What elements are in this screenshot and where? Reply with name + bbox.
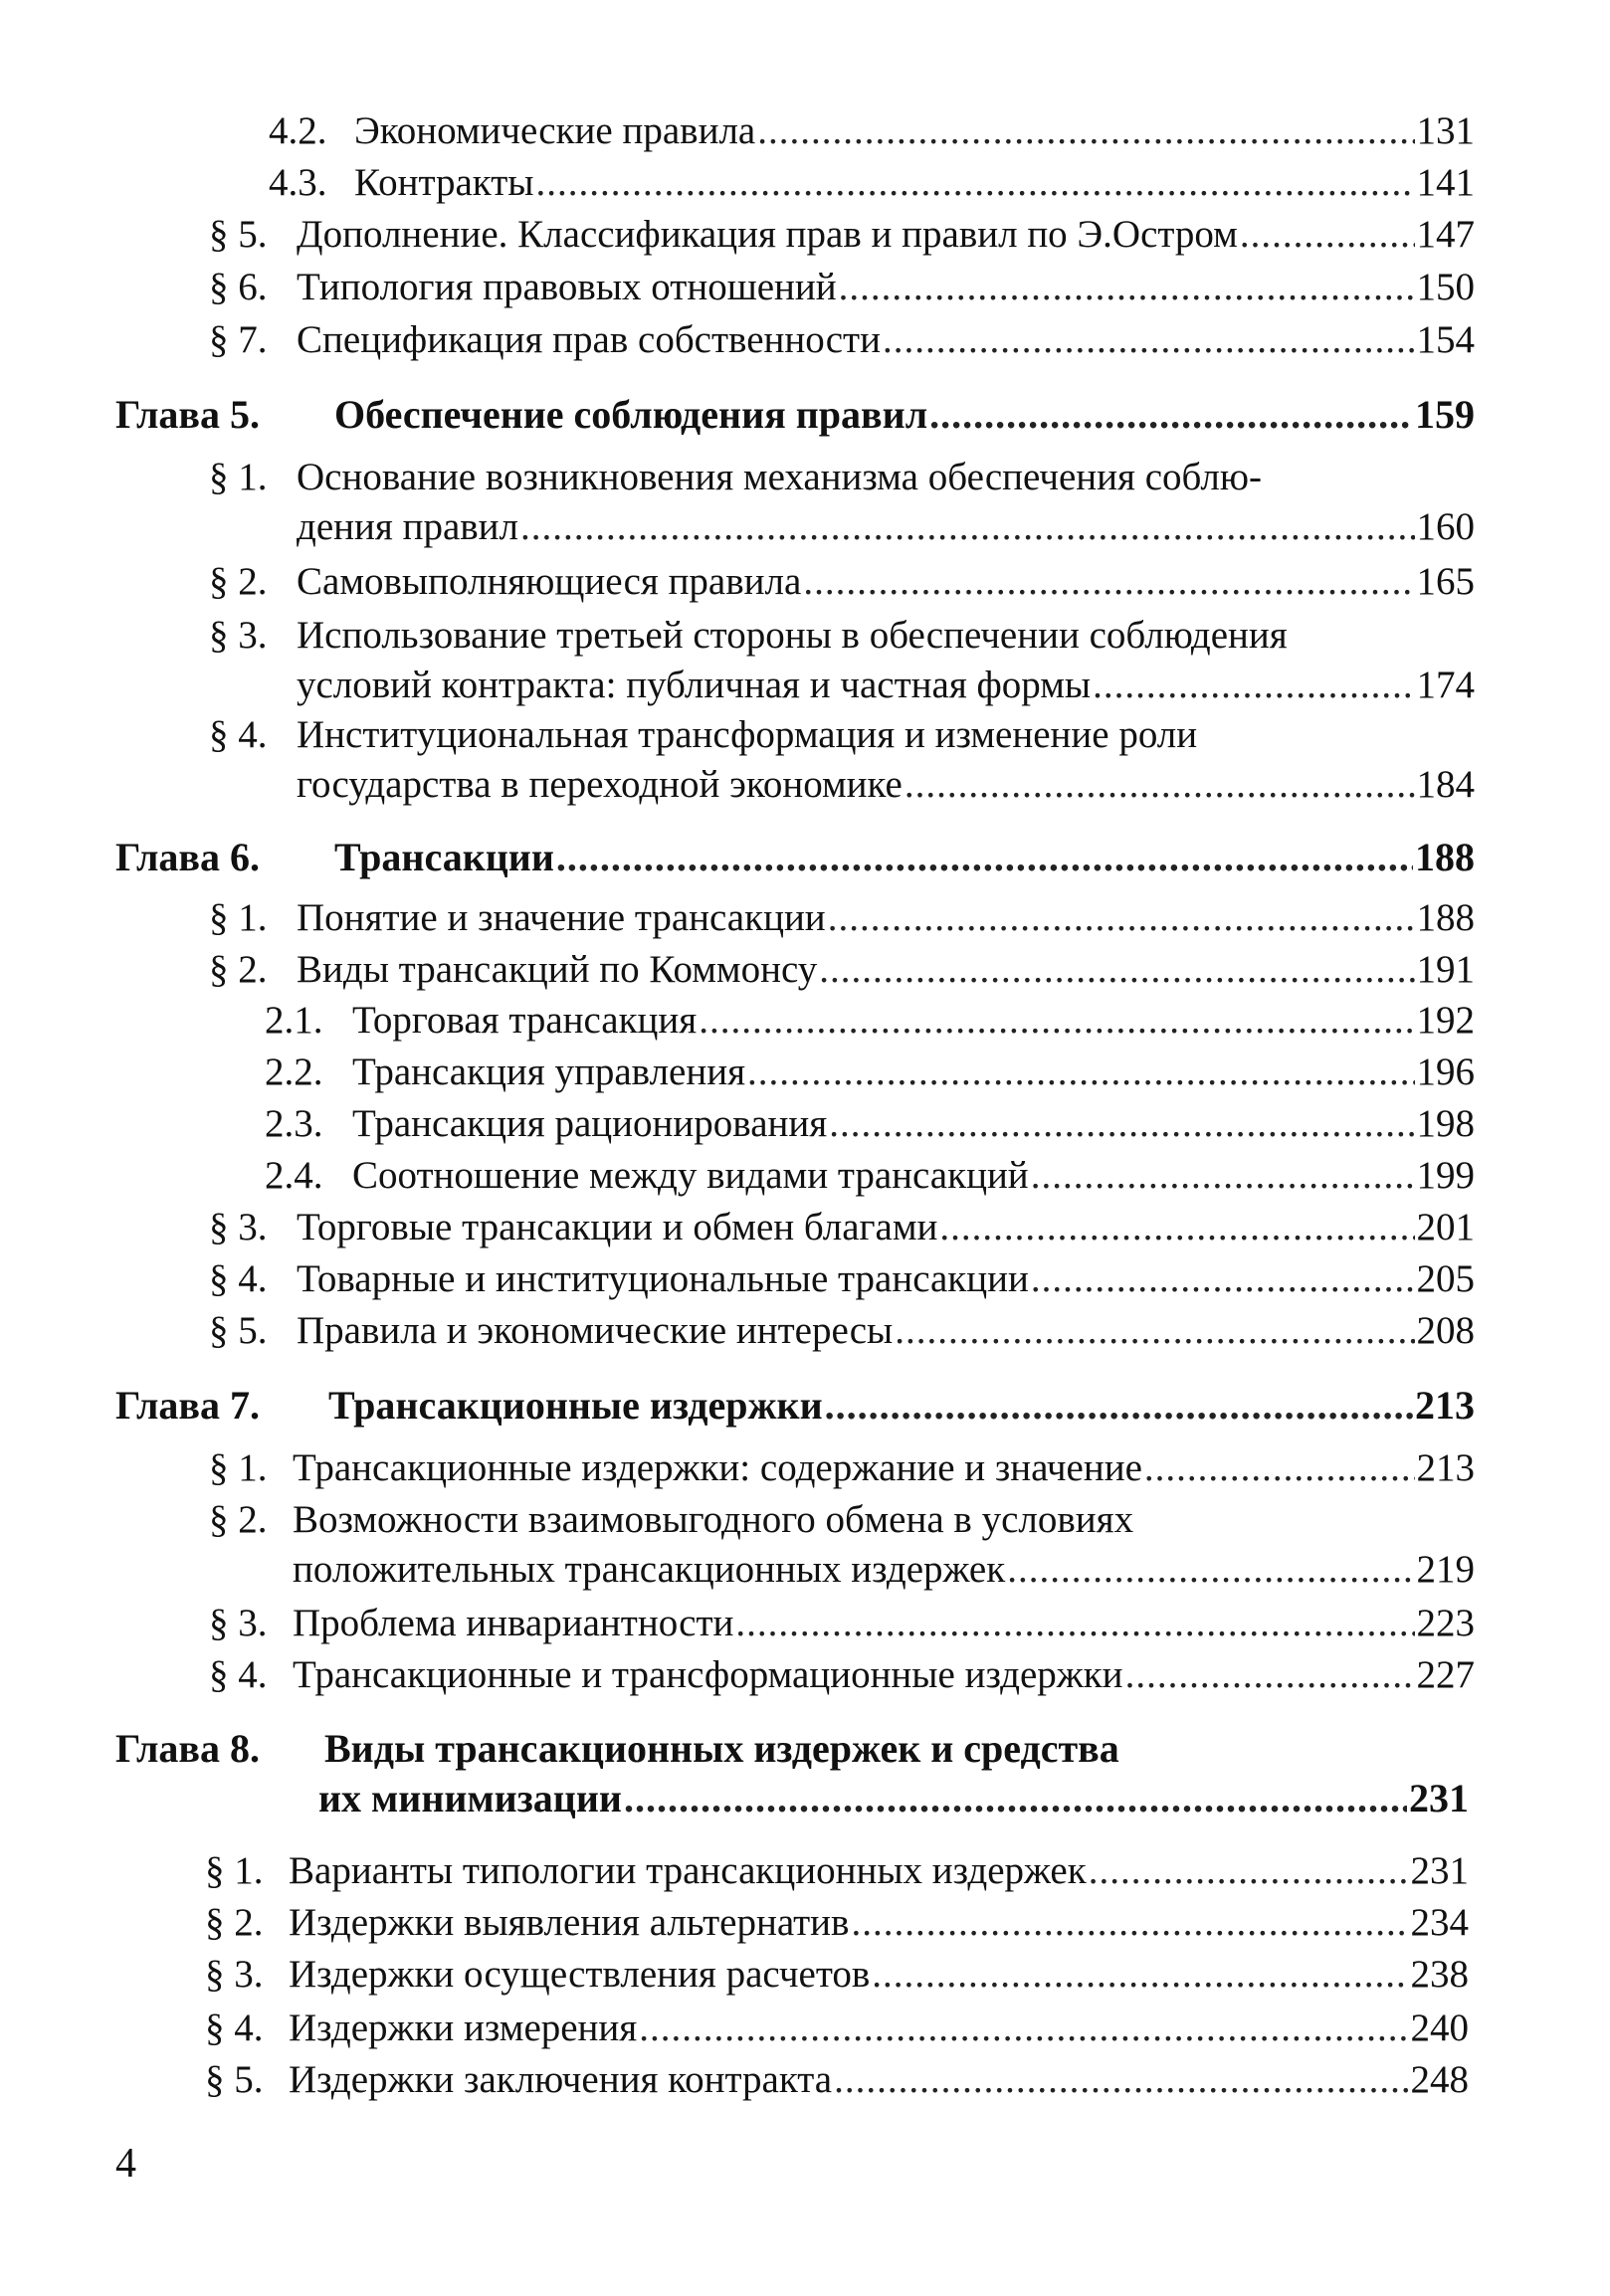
toc-entry-title: государства в переходной экономике <box>297 763 903 806</box>
toc-entry-title: положительных трансакционных издержек <box>293 1548 1006 1591</box>
chapter-title: их минимизации <box>318 1776 622 1820</box>
toc-entry-number: 2.1. <box>265 999 323 1042</box>
toc-leader-dots <box>851 1898 1408 1948</box>
toc-entry-page: 227 <box>1416 1653 1475 1696</box>
toc-leader-dots <box>1125 1650 1415 1700</box>
toc-entry-page: 160 <box>1416 505 1475 548</box>
toc-entry <box>209 1203 1475 1252</box>
toc-leader-dots <box>905 760 1415 810</box>
toc-entry-page: 198 <box>1416 1102 1475 1145</box>
toc-entry-title: Торговые трансакции и обмен благами <box>297 1206 938 1248</box>
toc-entry-page: 131 <box>1416 109 1475 152</box>
toc-entry-number: § 5. <box>209 1309 268 1352</box>
toc-entry-number: § 1. <box>205 1849 264 1892</box>
toc-chapter <box>115 390 1475 440</box>
toc-entry-number: 4.2. <box>269 109 327 152</box>
toc-entry-title: Экономические правила <box>354 109 756 152</box>
toc-entry <box>209 710 1475 810</box>
toc-leader-dots <box>699 996 1414 1046</box>
toc-entry-number: 2.3. <box>265 1102 323 1145</box>
toc-entry <box>209 1599 1475 1648</box>
toc-entry-title-line1: Основание возникновения механизма обеспечения соблю- <box>297 456 1262 498</box>
toc-entry-number: § 6. <box>209 266 268 308</box>
toc-entry-title: Типология правовых отношений <box>297 266 837 308</box>
toc-entry <box>209 945 1475 995</box>
toc-entry <box>265 1048 1475 1097</box>
toc-leader-dots <box>747 1048 1414 1097</box>
toc-entry <box>209 557 1475 607</box>
toc-entry <box>205 1898 1469 1948</box>
toc-entry-number: § 7. <box>209 318 268 361</box>
toc-leader-dots <box>939 1203 1414 1252</box>
toc-leader-dots <box>829 1099 1414 1149</box>
toc-entry-page: 248 <box>1410 2058 1469 2101</box>
toc-leader-dots <box>828 893 1415 943</box>
toc-leader-dots <box>1144 1443 1415 1493</box>
toc-entry-number: 2.2. <box>265 1051 323 1093</box>
toc-leader-dots <box>1007 1545 1414 1595</box>
toc-entry-title: Виды трансакций по Коммонсу <box>297 948 818 991</box>
toc-leader-dots <box>872 1950 1408 2000</box>
toc-entry-title: Соотношение между видами трансакций <box>352 1154 1029 1197</box>
toc-entry <box>209 315 1475 365</box>
toc-entry-page: 213 <box>1415 1383 1475 1428</box>
toc-entry-page: 196 <box>1416 1051 1475 1093</box>
toc-entry-number: § 4. <box>209 1653 268 1696</box>
toc-entry-page: 223 <box>1416 1602 1475 1644</box>
toc-entry-number: 2.4. <box>265 1154 323 1197</box>
toc-leader-dots <box>819 945 1414 995</box>
toc-leader-dots <box>825 1381 1413 1431</box>
toc-chapter <box>115 1381 1475 1431</box>
chapter-number: Глава 7. <box>115 1383 260 1428</box>
chapter-title-line1: Виды трансакционных издержек и средства <box>324 1726 1119 1771</box>
toc-entry-page: 159 <box>1415 392 1475 437</box>
toc-chapter <box>115 833 1475 882</box>
toc-entry-page: 219 <box>1416 1548 1475 1591</box>
toc-entry-number: § 3. <box>209 1206 268 1248</box>
toc-entry-number: § 3. <box>209 614 268 657</box>
toc-entry-number: § 5. <box>205 2058 264 2101</box>
toc-entry-number: § 4. <box>209 713 268 756</box>
toc-leader-dots <box>883 315 1415 365</box>
chapter-number: Глава 8. <box>115 1726 260 1771</box>
toc-chapter <box>115 1724 1469 1823</box>
toc-leader-dots <box>834 2055 1408 2105</box>
toc-entry-page: 174 <box>1416 664 1475 706</box>
toc-entry-page: 191 <box>1416 948 1475 991</box>
toc-entry <box>205 1846 1469 1896</box>
toc-leader-dots <box>520 502 1414 552</box>
toc-entry-title: Товарные и институциональные трансакции <box>297 1257 1029 1300</box>
toc-entry-page: 150 <box>1416 266 1475 308</box>
toc-entry-number: § 3. <box>205 1953 264 1996</box>
toc-entry-page: 231 <box>1410 1849 1469 1892</box>
toc-entry <box>209 453 1475 552</box>
toc-entry-number: § 5. <box>209 213 268 256</box>
toc-entry-title: Варианты типологии трансакционных издержек <box>289 1849 1087 1892</box>
toc-entry <box>209 210 1475 260</box>
toc-entry-title: дения правил <box>297 505 519 548</box>
chapter-title: Трансакционные издержки <box>328 1383 823 1428</box>
toc-entry-title-line1: Использование третьей стороны в обеспечении соблюдения <box>297 614 1288 657</box>
toc-entry <box>205 2055 1469 2105</box>
toc-leader-dots <box>803 557 1414 607</box>
toc-leader-dots <box>895 1306 1414 1356</box>
toc-entry-page: 188 <box>1415 835 1475 879</box>
toc-entry-title: Дополнение. Классификация прав и правил по Э.Остром <box>297 213 1238 256</box>
toc-entry <box>205 1950 1469 2000</box>
toc-entry <box>265 1151 1475 1201</box>
toc-entry-title: Трансакция управления <box>352 1051 746 1093</box>
chapter-number: Глава 6. <box>115 835 260 879</box>
toc-entry-title: Трансакция рационирования <box>352 1102 828 1145</box>
toc-entry-number: § 2. <box>209 560 268 603</box>
toc-entry <box>209 893 1475 943</box>
toc-entry-page: 238 <box>1410 1953 1469 1996</box>
toc-entry-page: 208 <box>1416 1309 1475 1352</box>
toc-entry-page: 231 <box>1409 1776 1469 1820</box>
toc-entry <box>209 1306 1475 1356</box>
toc-leader-dots <box>535 158 1414 208</box>
toc-entry-number: § 1. <box>209 1446 268 1489</box>
toc-entry-title: Самовыполняющиеся правила <box>297 560 802 603</box>
toc-entry-title: Издержки осуществления расчетов <box>289 1953 871 1996</box>
toc-entry-title: Издержки выявления альтернатив <box>289 1901 850 1944</box>
toc-leader-dots <box>735 1599 1414 1648</box>
toc-entry-page: 192 <box>1416 999 1475 1042</box>
toc-entry-number: 4.3. <box>269 161 327 204</box>
toc-entry-page: 205 <box>1416 1257 1475 1300</box>
toc-entry-title-line1: Возможности взаимовыгодного обмена в условиях <box>293 1498 1134 1541</box>
toc-entry-page: 234 <box>1410 1901 1469 1944</box>
toc-entry-page: 184 <box>1416 763 1475 806</box>
toc-leader-dots <box>639 2004 1408 2053</box>
toc-entry-title: Издержки измерения <box>289 2007 638 2049</box>
toc-entry <box>269 158 1475 208</box>
toc-entry-title: условий контракта: публичная и частная формы <box>297 664 1092 706</box>
toc-leader-dots <box>1031 1151 1415 1201</box>
toc-entry <box>265 996 1475 1046</box>
toc-leader-dots <box>757 106 1414 156</box>
toc-leader-dots <box>1031 1254 1415 1304</box>
chapter-title: Трансакции <box>334 835 554 879</box>
toc-entry-number: § 4. <box>205 2007 264 2049</box>
toc-leader-dots <box>624 1774 1407 1823</box>
toc-entry-title: Трансакционные и трансформационные издержки <box>293 1653 1123 1696</box>
toc-entry <box>209 263 1475 312</box>
toc-entry-number: § 2. <box>209 948 268 991</box>
toc-entry-title: Понятие и значение трансакции <box>297 896 826 939</box>
toc-leader-dots <box>1089 1846 1409 1896</box>
toc-entry-title: Проблема инвариантности <box>293 1602 734 1644</box>
toc-entry-title: Спецификация прав собственности <box>297 318 881 361</box>
toc-entry <box>205 2004 1469 2053</box>
toc-entry-page: 201 <box>1416 1206 1475 1248</box>
chapter-number: Глава 5. <box>115 392 260 437</box>
toc-entry-title: Трансакционные издержки: содержание и значение <box>293 1446 1142 1489</box>
toc-entry-page: 154 <box>1416 318 1475 361</box>
toc-entry-page: 213 <box>1416 1446 1475 1489</box>
toc-entry <box>209 611 1475 710</box>
toc-entry <box>209 1495 1475 1595</box>
toc-leader-dots <box>929 390 1413 440</box>
page-number: 4 <box>115 2141 136 2187</box>
toc-entry-title: Издержки заключения контракта <box>289 2058 833 2101</box>
toc-leader-dots <box>839 263 1415 312</box>
toc-entry <box>209 1254 1475 1304</box>
toc-entry-title: Торговая трансакция <box>352 999 698 1042</box>
toc-entry-title-line1: Институциональная трансформация и изменение роли <box>297 713 1198 756</box>
toc-entry-page: 147 <box>1416 213 1475 256</box>
toc-entry-number: § 1. <box>209 896 268 939</box>
toc-entry-page: 199 <box>1416 1154 1475 1197</box>
toc-leader-dots <box>556 833 1413 882</box>
toc-entry <box>209 1443 1475 1493</box>
toc-entry-number: § 3. <box>209 1602 268 1644</box>
toc-entry-page: 141 <box>1416 161 1475 204</box>
toc-entry-number: § 2. <box>205 1901 264 1944</box>
toc-entry-title: Правила и экономические интересы <box>297 1309 894 1352</box>
toc-entry <box>265 1099 1475 1149</box>
toc-entry-page: 240 <box>1410 2007 1469 2049</box>
toc-leader-dots <box>1240 210 1415 260</box>
toc-leader-dots <box>1093 661 1414 710</box>
chapter-title: Обеспечение соблюдения правил <box>334 392 928 437</box>
toc-entry <box>269 106 1475 156</box>
toc-entry-title: Контракты <box>354 161 534 204</box>
toc-entry-page: 188 <box>1416 896 1475 939</box>
toc-entry-page: 165 <box>1416 560 1475 603</box>
toc-entry-number: § 1. <box>209 456 268 498</box>
toc-entry <box>209 1650 1475 1700</box>
toc-entry-number: § 4. <box>209 1257 268 1300</box>
toc-entry-number: § 2. <box>209 1498 268 1541</box>
